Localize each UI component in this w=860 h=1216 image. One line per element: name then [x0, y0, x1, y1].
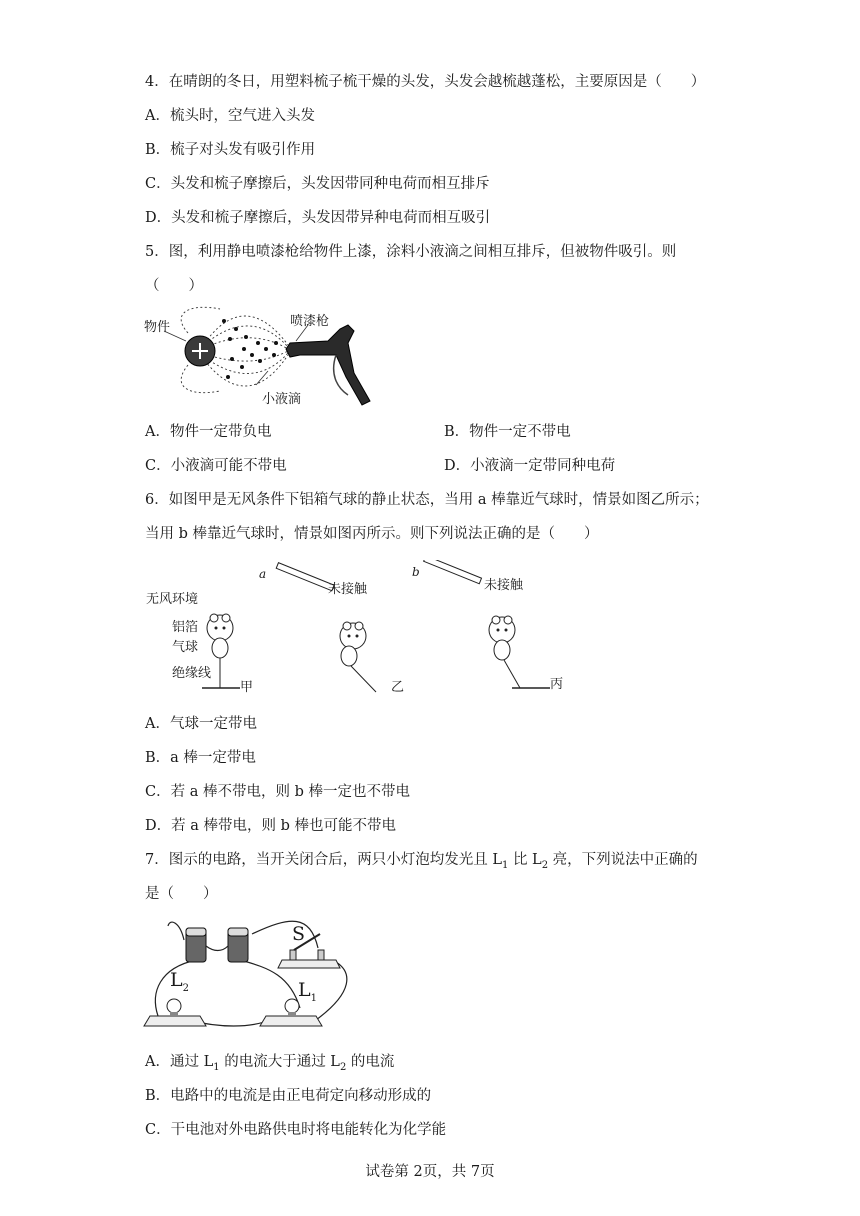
figure-jia-label: 甲	[240, 680, 254, 695]
lamp-l1-label	[298, 980, 317, 1009]
lamp-l1-letter: L	[298, 979, 311, 1001]
q5-option-b: B．物件一定不带电	[444, 424, 571, 440]
q4-option-b: B．梳子对头发有吸引作用	[145, 142, 316, 158]
q6-option-d: D．若 a 棒带电，则 b 棒也可能不带电	[145, 818, 396, 834]
object-label: 物件	[144, 320, 171, 335]
q6-stem-line1: 6．如图甲是无风条件下铝箱气球的静止状态，当用 a 棒靠近气球时，情景如图乙所示；	[145, 492, 709, 508]
no-contact-label-yi: 未接触	[328, 582, 368, 597]
q4-stem: 4．在晴朗的冬日，用塑料梳子梳干燥的头发，头发会越梳越蓬松，主要原因是（ ）	[145, 74, 706, 90]
q7-option-b: B．电路中的电流是由正电荷定向移动形成的	[145, 1088, 432, 1104]
q7-option-c: C．干电池对外电路供电时将电能转化为化学能	[145, 1122, 447, 1138]
q6-option-b: B．a 棒一定带电	[145, 750, 256, 766]
balloon-label: 气球	[172, 640, 199, 655]
q7-stem-line2: 是（ ）	[145, 886, 218, 902]
q6-option-a: A．气球一定带电	[145, 716, 257, 732]
q7-stem-line1	[145, 850, 698, 876]
q7-stem-text-2: 比 L	[508, 852, 542, 868]
lamp-l2-label	[170, 970, 189, 999]
q7-a-text-2: 的电流大于通过 L	[219, 1054, 340, 1070]
q7-option-a	[145, 1052, 394, 1078]
q7-stem-sub-2: 2	[541, 859, 549, 871]
q4-option-d: D．头发和梳子摩擦后，头发因带异种电荷而相互吸引	[145, 210, 491, 226]
q5-option-d: D．小液滴一定带同种电荷	[444, 458, 616, 474]
droplets-label: 小液滴	[262, 392, 302, 407]
q7-stem-text-3: 亮，下列说法中正确的	[548, 852, 698, 868]
q7-a-text-1: A．通过 L	[145, 1054, 214, 1070]
q5-option-a: A．物件一定带负电	[145, 424, 272, 440]
foil-label: 铝箔	[172, 620, 199, 635]
figure-bing-label: 丙	[550, 677, 564, 692]
rod-a-label: a	[259, 567, 267, 581]
insulated-wire-label: 绝缘线	[172, 666, 212, 681]
q4-option-c: C．头发和梳子摩擦后，头发因带同种电荷而相互排斥	[145, 176, 490, 192]
switch-label: S	[292, 923, 306, 945]
no-wind-label: 无风环境	[146, 592, 199, 607]
lamp-l2-letter: L	[170, 969, 183, 991]
no-contact-label-bing: 未接触	[484, 578, 524, 593]
figure-yi-label: 乙	[391, 680, 405, 695]
lamp-l1-subscript: 1	[310, 992, 317, 1004]
page-footer: 试卷第 2页，共 7页	[365, 1164, 495, 1180]
q4-option-a: A．梳头时，空气进入头发	[145, 108, 315, 124]
q7-a-text-3: 的电流	[346, 1054, 395, 1070]
spray-gun-label: 喷漆枪	[290, 314, 330, 329]
rod-b-label: b	[412, 565, 420, 579]
q5-stem-line2: （ ）	[145, 278, 203, 294]
q5-stem-line1: 5．图，利用静电喷漆枪给物件上漆，涂料小液滴之间相互排斥，但被物件吸引。则	[145, 244, 677, 260]
q7-stem-sub-1: 1	[501, 859, 509, 871]
lamp-l2-subscript: 2	[182, 982, 189, 994]
q7-stem-text-1: 7．图示的电路，当开关闭合后，两只小灯泡均发光且 L	[145, 852, 502, 868]
q7-a-sub-1: 1	[213, 1061, 220, 1073]
q5-option-c: C．小液滴可能不带电	[145, 458, 287, 474]
q6-option-c: C．若 a 棒不带电，则 b 棒一定也不带电	[145, 784, 410, 800]
q7-a-sub-2: 2	[339, 1061, 347, 1073]
q6-stem-line2: 当用 b 棒靠近气球时，情景如图丙所示。则下列说法正确的是（ ）	[145, 526, 599, 542]
spray-gun-figure	[140, 303, 380, 413]
